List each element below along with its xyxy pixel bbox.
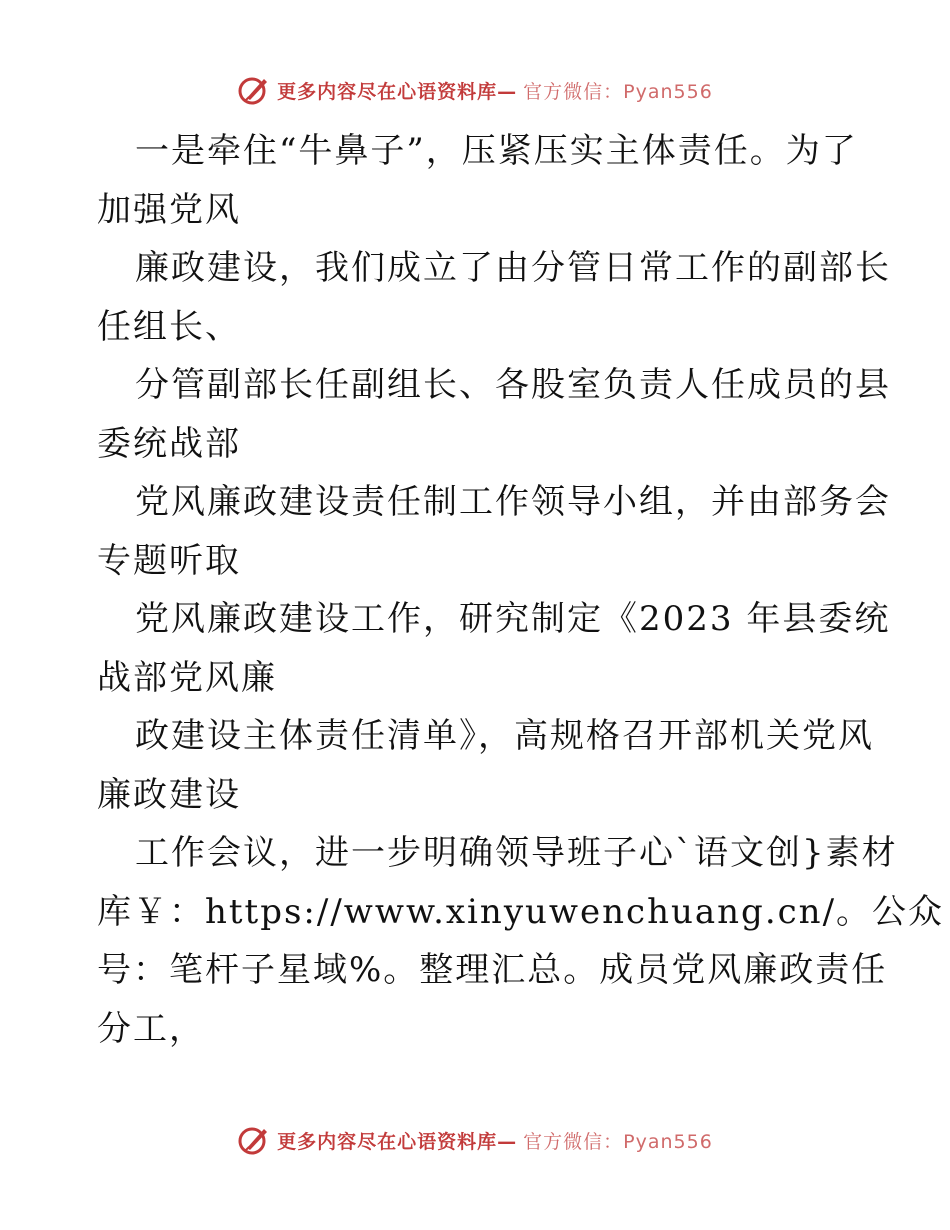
text-line: 库￥：https://www.xinyuwenchuang.cn/。公众 <box>97 891 945 932</box>
text-line: 廉政建设 <box>97 774 241 815</box>
banner-contact: 官方微信：Pyan556 <box>523 80 713 103</box>
banner-text: 更多内容尽在心语资料库— <box>277 80 518 103</box>
text-line: 政建设主体责任清单》，高规格召开部机关党风 <box>135 716 874 756</box>
text-line: 任组长、 <box>97 306 241 347</box>
banner-contact: 官方微信：Pyan556 <box>523 1130 713 1153</box>
text-line: 一是牵住“牛鼻子”，压紧压实主体责任。为了 <box>135 131 858 171</box>
text-line: 廉政建设，我们成立了由分管日常工作的副部长 <box>135 248 891 288</box>
text-line: 号：笔杆子星域%。整理汇总。成员党风廉政责任 <box>97 950 888 990</box>
text-line: 委统战部 <box>97 423 241 464</box>
quill-pen-logo-icon <box>237 1123 271 1157</box>
quill-pen-logo-icon <box>237 73 271 107</box>
text-line: 战部党风廉 <box>97 657 277 698</box>
document-body <box>97 122 945 1058</box>
text-line: 党风廉政建设工作，研究制定《2023 年县委统 <box>135 599 891 639</box>
text-line: 工作会议，进一步明确领导班子心`语文创}素材 <box>135 833 898 873</box>
text-line: 分工， <box>97 1008 205 1049</box>
text-line: 专题听取 <box>97 540 241 581</box>
header-banner <box>0 70 950 110</box>
text-line: 加强党风 <box>97 189 241 230</box>
banner-text: 更多内容尽在心语资料库— <box>277 1130 518 1153</box>
text-line: 党风廉政建设责任制工作领导小组，并由部务会 <box>135 482 891 522</box>
text-line: 分管副部长任副组长、各股室负责人任成员的县 <box>135 365 891 405</box>
footer-banner <box>0 1120 950 1160</box>
